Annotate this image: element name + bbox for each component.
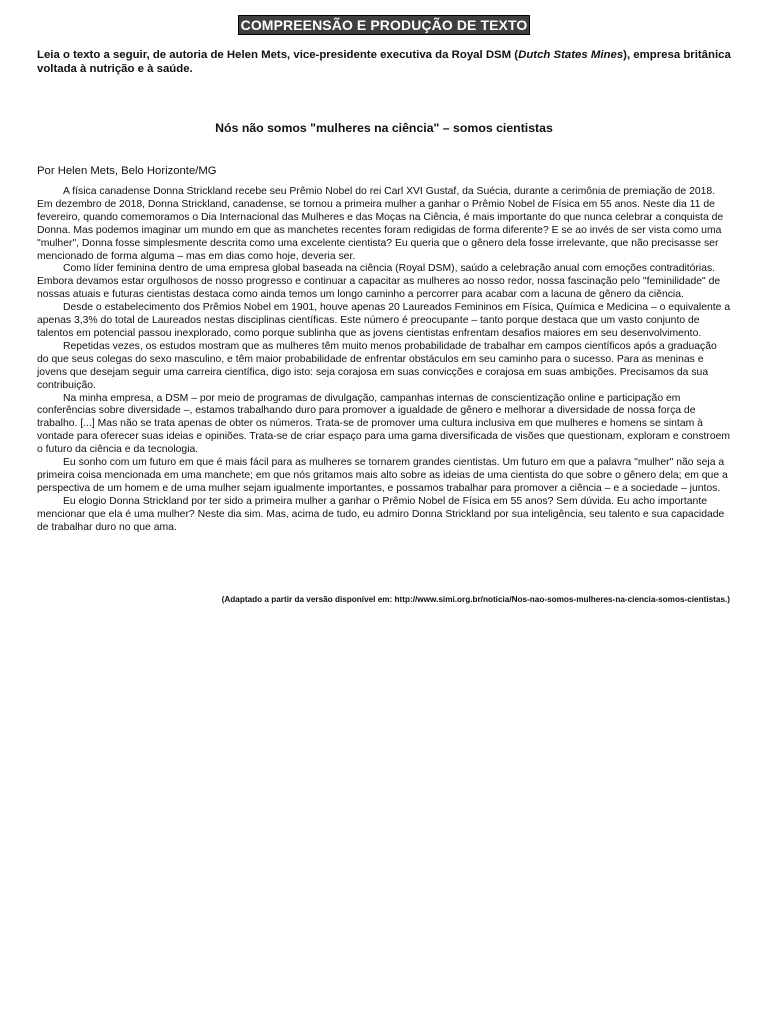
intro-text-company-name: Dutch States Mines <box>518 49 624 61</box>
intro-text-after: ), empresa britânica voltada à nutrição e à saúde. <box>37 49 731 75</box>
article-paragraph: Como líder feminina dentro de uma empresa global baseada na ciência (Royal DSM), saúdo a celebração anual com emoções contraditórias. Embora devamos estar orgulhosos de nosso progresso e continuar a capacitar as mulheres ao nosso redor, nossa fascinação pelo "feminilidade" de nossas atuais e futuras cientistas destaca como ainda temos um longo caminho a percorrer para acabar com a lacuna de gênero da ciência. <box>37 263 721 301</box>
source-citation: (Adaptado a partir da versão disponível em: http://www.simi.org.br/noticia/Nos-nao-somos-mulheres-na-ciencia-somos-cientistas.) <box>221 595 730 604</box>
intro-text <box>37 49 737 76</box>
article-paragraph: Eu sonho com um futuro em que é mais fácil para as mulheres se tornarem grandes cientistas. Um futuro em que a palavra "mulher" não seja a primeira coisa mencionada em uma manchete; em que nós gritamos mais alto sobre as ideias de uma cientista do que sobre o gênero dela; em que a perspectiva de um homem e de uma mulher sejam igualmente importantes, e possamos trabalhar para promover a ciência – e a sociedade – juntos. <box>37 457 728 494</box>
article-paragraph: A física canadense Donna Strickland recebe seu Prêmio Nobel do rei Carl XVI Gustaf, da Suécia, durante a cerimônia de premiação de 2018. Em dezembro de 2018, Donna Strickland, canadense, se tornou a primeira mulher a ganhar o Prêmio Nobel de Física em 55 anos. Neste dia 11 de fevereiro, quando comemoramos o Dia Internacional das Mulheres e das Moças na Ciência, é mais importante do que nunca celebrar a conquista de Donna. Mas podemos imaginar um mundo em que as manchetes recentes foram redigidas de forma diferente? E se ao invés de ser vista como uma "mulher", Donna fosse simplesmente descrita como uma excelente cientista? Eu queria que o gênero dela fosse irrelevante, que não precisasse ser mencionado de forma alguma – mas em dias como hoje, deveria ser. <box>37 186 724 262</box>
section-header: COMPREENSÃO E PRODUÇÃO DE TEXTO <box>238 15 531 35</box>
article-title: Nós não somos "mulheres na ciência" – somos cientistas <box>215 121 553 135</box>
article-byline: Por Helen Mets, Belo Horizonte/MG <box>37 165 217 177</box>
article-paragraph: Repetidas vezes, os estudos mostram que as mulheres têm muito menos probabilidade de trabalhar em campos científicos após a graduação do que seus colegas do sexo masculino, e têm maior probabilidade de enfrentar obstáculos em seu caminho para o sucesso. Para as meninas e jovens que desejam seguir uma carreira científica, digo isto: seja corajosa em suas convicções e corajosa em suas ambições. Precisamos da sua contribuição. <box>37 340 717 391</box>
intro-text-before: Leia o texto a seguir, de autoria de Helen Mets, vice-presidente executiva da Royal DSM ( <box>37 49 519 61</box>
article-body <box>37 186 731 534</box>
header-container <box>0 15 768 35</box>
article-paragraph: Na minha empresa, a DSM – por meio de programas de divulgação, campanhas internas de conscientização online e participação em conferências sobre diversidade –, estamos trabalhando duro para promover a igualdade de gênero e melhorar a diversidade de nossa força de trabalho. [...] Mas não se trata apenas de obter os números. Trata-se de promover uma cultura inclusiva em que mulheres e homens se sintam à vontade para oferecer suas ideias e opiniões. Trata-se de criar espaço para uma gama diversificada de visões que questionam, exploram e constroem o futuro da ciência e da tecnologia. <box>37 392 731 456</box>
article-paragraph: Desde o estabelecimento dos Prêmios Nobel em 1901, houve apenas 20 Laureados Femininos em Física, Química e Medicina – o equivalente a apenas 3,3% do total de Laureados nestas disciplinas científicas. Este número é preocupante – tanto porque destaca que um vasto conjunto de talentos em potencial passou inexplorado, como porque sublinha que as jovens cientistas enfrentam desafios maiores em seu desenvolvimento. <box>37 302 731 339</box>
article-paragraph: Eu elogio Donna Strickland por ter sido a primeira mulher a ganhar o Prêmio Nobel de Física em 55 anos? Sem dúvida. Eu acho importante mencionar que ela é uma mulher? Neste dia sim. Mas, acima de tudo, eu admiro Donna Strickland por sua inteligência, seu talento e sua capacidade de trabalhar duro no que ama. <box>37 495 725 533</box>
